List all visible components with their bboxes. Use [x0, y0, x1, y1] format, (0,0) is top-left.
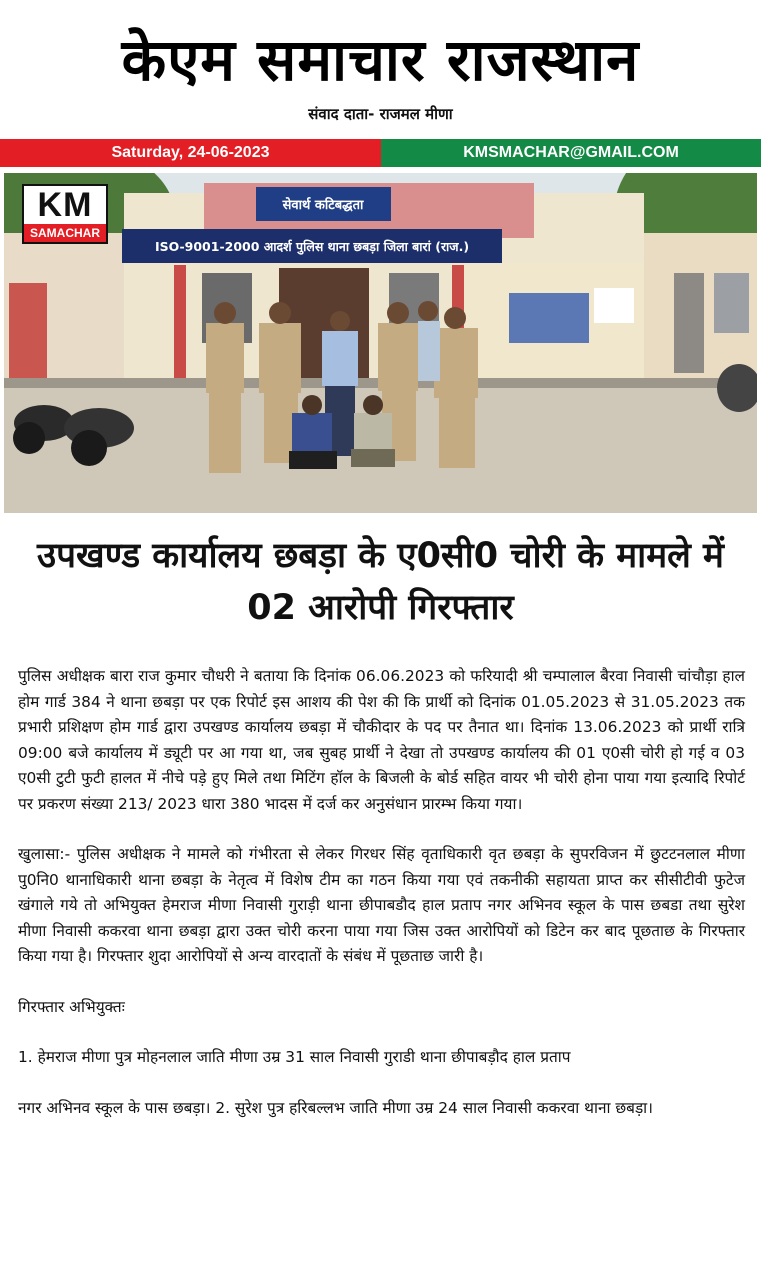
km-samachar-logo — [22, 184, 108, 244]
email-label: KMSMACHAR@GMAIL.COM — [381, 139, 761, 167]
article-paragraph-disclosure: खुलासा:- पुलिस अधीक्षक ने मामले को गंभीरता से लेकर गिरधर सिंह वृताधिकारी वृत छबड़ा के सुपरविजन में छुटटनलाल मीणा पु0नि0 थानाधिकारी थाना छबड़ा के नेतृत्व में विशेष टीम का गठन किया गया एवं तकनीकी सहायता प्राप्त कर सीसीटीवी फुटेज खंगाले गये तो अभियुक्त हेमराज मीणा निवासी गुराड़ी थाना छीपाबडौद हाल प्रताप नगर अभिनव स्कूल के पास छबडा तथा सुरेश मीणा निवासी ककरवा थाना छबड़ा द्वारा उक्त चोरी करना पाया गया जिस उक्त आरोपियों को डिटेन कर बाद पूछताछ के गिरफ्तार किया गया है। गिरफ्तार शुदा आरोपियों से अन्य वारदातों के संबंध में पूछताछ जारी है। — [18, 845, 745, 965]
headline: उपखण्ड कार्यालय छबड़ा के ए0सी0 चोरी के मामले में 02 आरोपी गिरफ्तार — [37, 536, 724, 628]
accused-line-1: 1. हेमराज मीणा पुत्र मोहनलाल जाति मीणा उम्र 31 साल निवासी गुराडी थाना छीपाबड़ौद हाल प्रताप — [18, 1048, 571, 1066]
logo-subtext: SAMACHAR — [24, 224, 106, 242]
date-label: Saturday, 24-06-2023 — [0, 139, 381, 167]
article-paragraph-report: पुलिस अधीक्षक बारा राज कुमार चौधरी ने बताया कि दिनांक 06.06.2023 को फरियादी श्री चम्पालाल बैरवा निवासी चांचौड़ा हाल होम गार्ड 384 ने थाना छबड़ा पर एक रिपोर्ट इस आशय की पेश की कि प्रार्थी को दिनांक 01.05.2023 से 31.05.2023 तक प्रभारी प्रशिक्षण होम गार्ड द्वारा उपखण्ड कार्यालय छबड़ा में चौकीदार के पद पर तैनात था। दिनांक 13.06.2023 को प्रार्थी रात्रि 09:00 बजे कार्यालय में ड्यूटी पर आ गया था, जब सुबह प्रार्थी ने देखा तो उपखण्ड कार्यालय की 01 ए0सी चोरी हो गई व 03 ए0सी टुटी फुटी हालत में नीचे पड़े हुए मिले तथा मिटिंग हॉल के बिजली के बोर्ड सहित वायर भी चोरी होना पाया गया इत्यादि रिपोर्ट पर प्रकरण संख्या 213/ 2023 धारा 380 भादस में दर्ज कर अनुसंधान प्रारम्भ किया गया। — [18, 667, 745, 813]
sign-board-text: ISO-9001-2000 आदर्श पुलिस थाना छबड़ा जिला बारां (राज.) — [154, 239, 470, 254]
sign-top-text: सेवार्थ कटिबद्धता — [282, 198, 364, 213]
article-body — [18, 664, 745, 1121]
logo-text: KM — [37, 186, 93, 224]
news-photo — [4, 173, 757, 513]
masthead — [0, 0, 761, 138]
newspaper-name: केएम समाचार राजस्थान — [121, 26, 640, 94]
info-strip — [0, 139, 761, 167]
arrested-heading: गिरफ्तार अभियुक्तः — [18, 997, 125, 1016]
accused-line-2: नगर अभिनव स्कूल के पास छबड़ा। 2. सुरेश पुत्र हरिबल्लभ जाति मीणा उम्र 24 साल निवासी ककरवा थाना छबड़ा। — [18, 1098, 654, 1117]
reporter-line: संवाद दाता- राजमल मीणा — [308, 105, 453, 123]
